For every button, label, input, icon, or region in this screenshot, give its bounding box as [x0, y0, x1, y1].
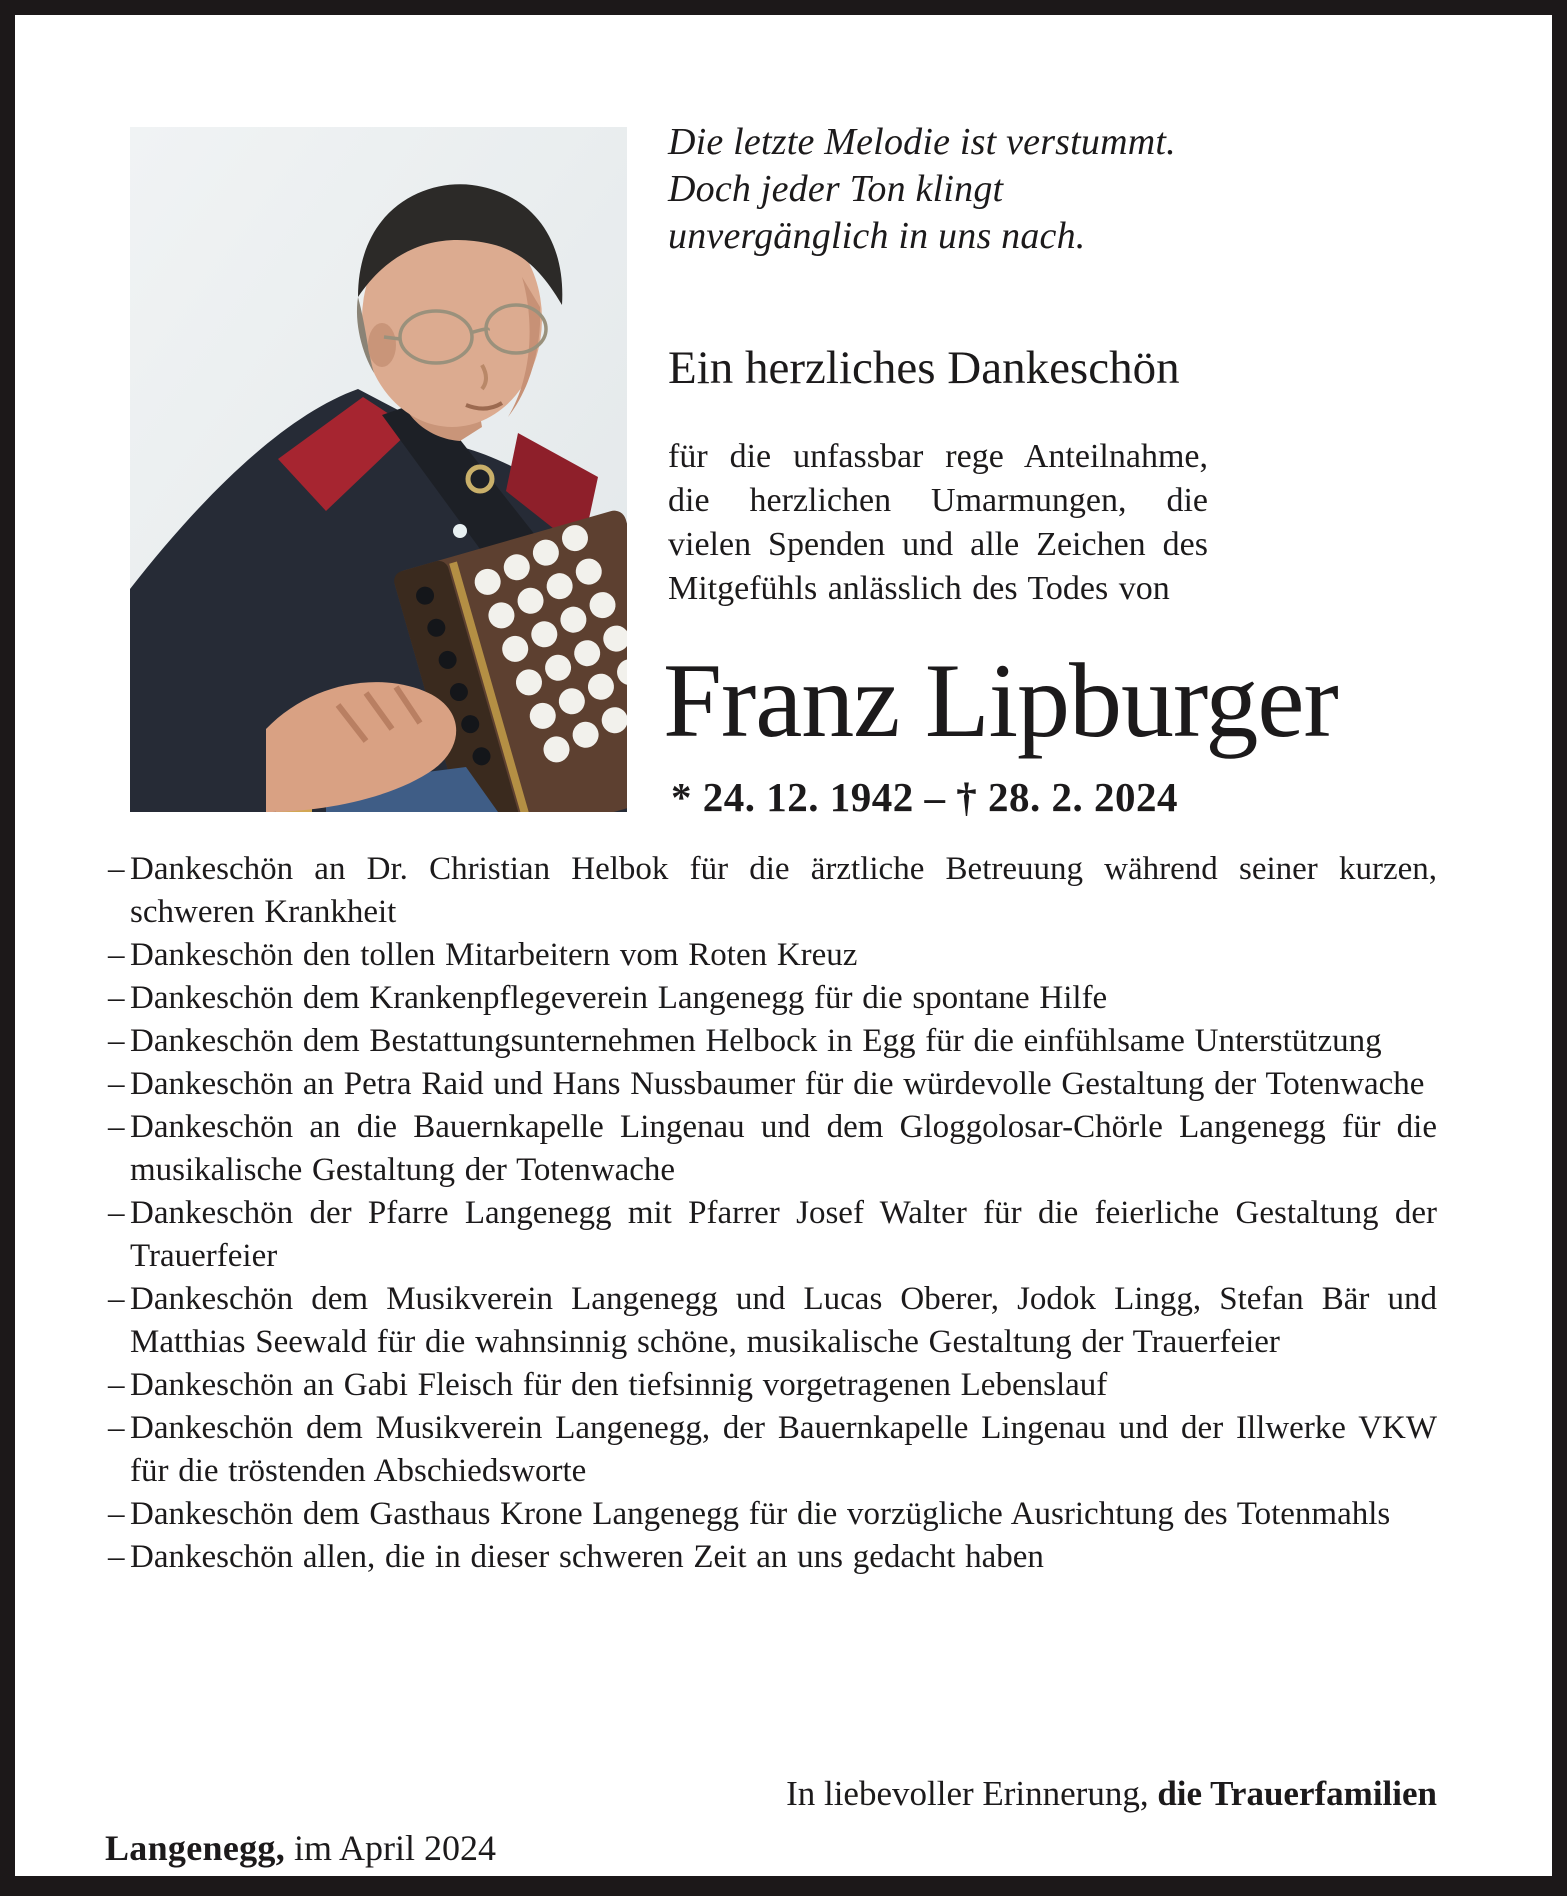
thanks-item [105, 1536, 1437, 1579]
thanks-item-text: Dankeschön an Gabi Fleisch für den tiefsinnig vorgetragenen Lebenslauf [130, 1367, 1108, 1403]
closing-prefix: In liebevoller Erinnerung, [786, 1774, 1149, 1813]
place-date-line [105, 1827, 1105, 1870]
closing-line [105, 1773, 1437, 1815]
bullet-dash: – [108, 937, 125, 973]
poem [668, 119, 1213, 260]
bullet-dash: – [108, 1109, 125, 1145]
thanks-item [105, 1407, 1437, 1493]
place-name: Langenegg, [105, 1828, 286, 1868]
bullet-dash: – [108, 1023, 125, 1059]
poem-line: Die letzte Melodie ist verstummt. [668, 121, 1176, 163]
poem-line: unvergänglich in uns nach. [668, 215, 1086, 257]
thanks-item [105, 1364, 1437, 1407]
portrait-photo-illustration [130, 127, 627, 812]
bullet-dash: – [108, 1066, 125, 1102]
notice-date: im April 2024 [294, 1828, 497, 1868]
thanks-item [105, 848, 1437, 934]
thanks-item-text: Dankeschön dem Bestattungsunternehmen Helbock in Egg für die einfühlsame Unterstützung [130, 1023, 1382, 1059]
thank-you-heading: Ein herzliches Dankeschön [668, 342, 1180, 394]
thanks-item [105, 1106, 1437, 1192]
thanks-item-text: Dankeschön den tollen Mitarbeitern vom Roten Kreuz [130, 937, 858, 973]
thanks-item-text: Dankeschön dem Musikverein Langenegg und Lucas Oberer, Jodok Lingg, Stefan Bär und Matthias Seewald für die wahnsinnig schöne, musikalische Gestaltung der Trauerfeier [130, 1281, 1437, 1360]
life-dates: * 24. 12. 1942 – † 28. 2. 2024 [671, 774, 1178, 820]
thanks-item [105, 1063, 1437, 1106]
thanks-item-text: Dankeschön an Dr. Christian Helbok für die ärztliche Betreuung während seiner kurzen, schweren Krankheit [130, 851, 1437, 930]
thanks-item-text: Dankeschön dem Krankenpflegeverein Langenegg für die spontane Hilfe [130, 980, 1108, 1016]
thanks-item-text: Dankeschön dem Musikverein Langenegg, der Bauernkapelle Lingenau und der Illwerke VKW für die tröstenden Abschiedsworte [130, 1410, 1437, 1489]
deceased-name: Franz Lipburger [663, 642, 1338, 759]
thanks-list [105, 848, 1437, 1579]
thanks-item-text: Dankeschön an Petra Raid und Hans Nussbaumer für die würdevolle Gestaltung der Totenwache [130, 1066, 1425, 1102]
thanks-item [105, 1192, 1437, 1278]
thanks-item [105, 1020, 1437, 1063]
thanks-item [105, 1278, 1437, 1364]
thanks-item-text: Dankeschön allen, die in dieser schweren Zeit an uns gedacht haben [130, 1539, 1044, 1575]
intro-paragraph: für die unfassbar rege Anteilnahme, die herzlichen Umarmungen, die vielen Spenden und alle Zeichen des Mitgefühls anlässlich des Todes von [668, 438, 1208, 607]
portrait-photo [130, 127, 627, 812]
bullet-dash: – [108, 1410, 125, 1446]
thanks-item-text: Dankeschön an die Bauernkapelle Lingenau und dem Gloggolosar-Chörle Langenegg für die musikalische Gestaltung der Totenwache [130, 1109, 1437, 1188]
closing-signature: die Trauerfamilien [1157, 1774, 1437, 1813]
thanks-item [105, 934, 1437, 977]
bullet-dash: – [108, 1496, 125, 1532]
bullet-dash: – [108, 980, 125, 1016]
poem-line: Doch jeder Ton klingt [668, 168, 1004, 210]
bullet-dash: – [108, 1367, 125, 1403]
thanks-item-text: Dankeschön der Pfarre Langenegg mit Pfarrer Josef Walter für die feierliche Gestaltung der Trauerfeier [130, 1195, 1437, 1274]
bullet-dash: – [108, 851, 125, 887]
thanks-item [105, 1493, 1437, 1536]
bullet-dash: – [108, 1281, 125, 1317]
bullet-dash: – [108, 1539, 125, 1575]
thanks-item [105, 977, 1437, 1020]
thanks-item-text: Dankeschön dem Gasthaus Krone Langenegg für die vorzügliche Ausrichtung des Totenmahls [130, 1496, 1391, 1532]
bullet-dash: – [108, 1195, 125, 1231]
